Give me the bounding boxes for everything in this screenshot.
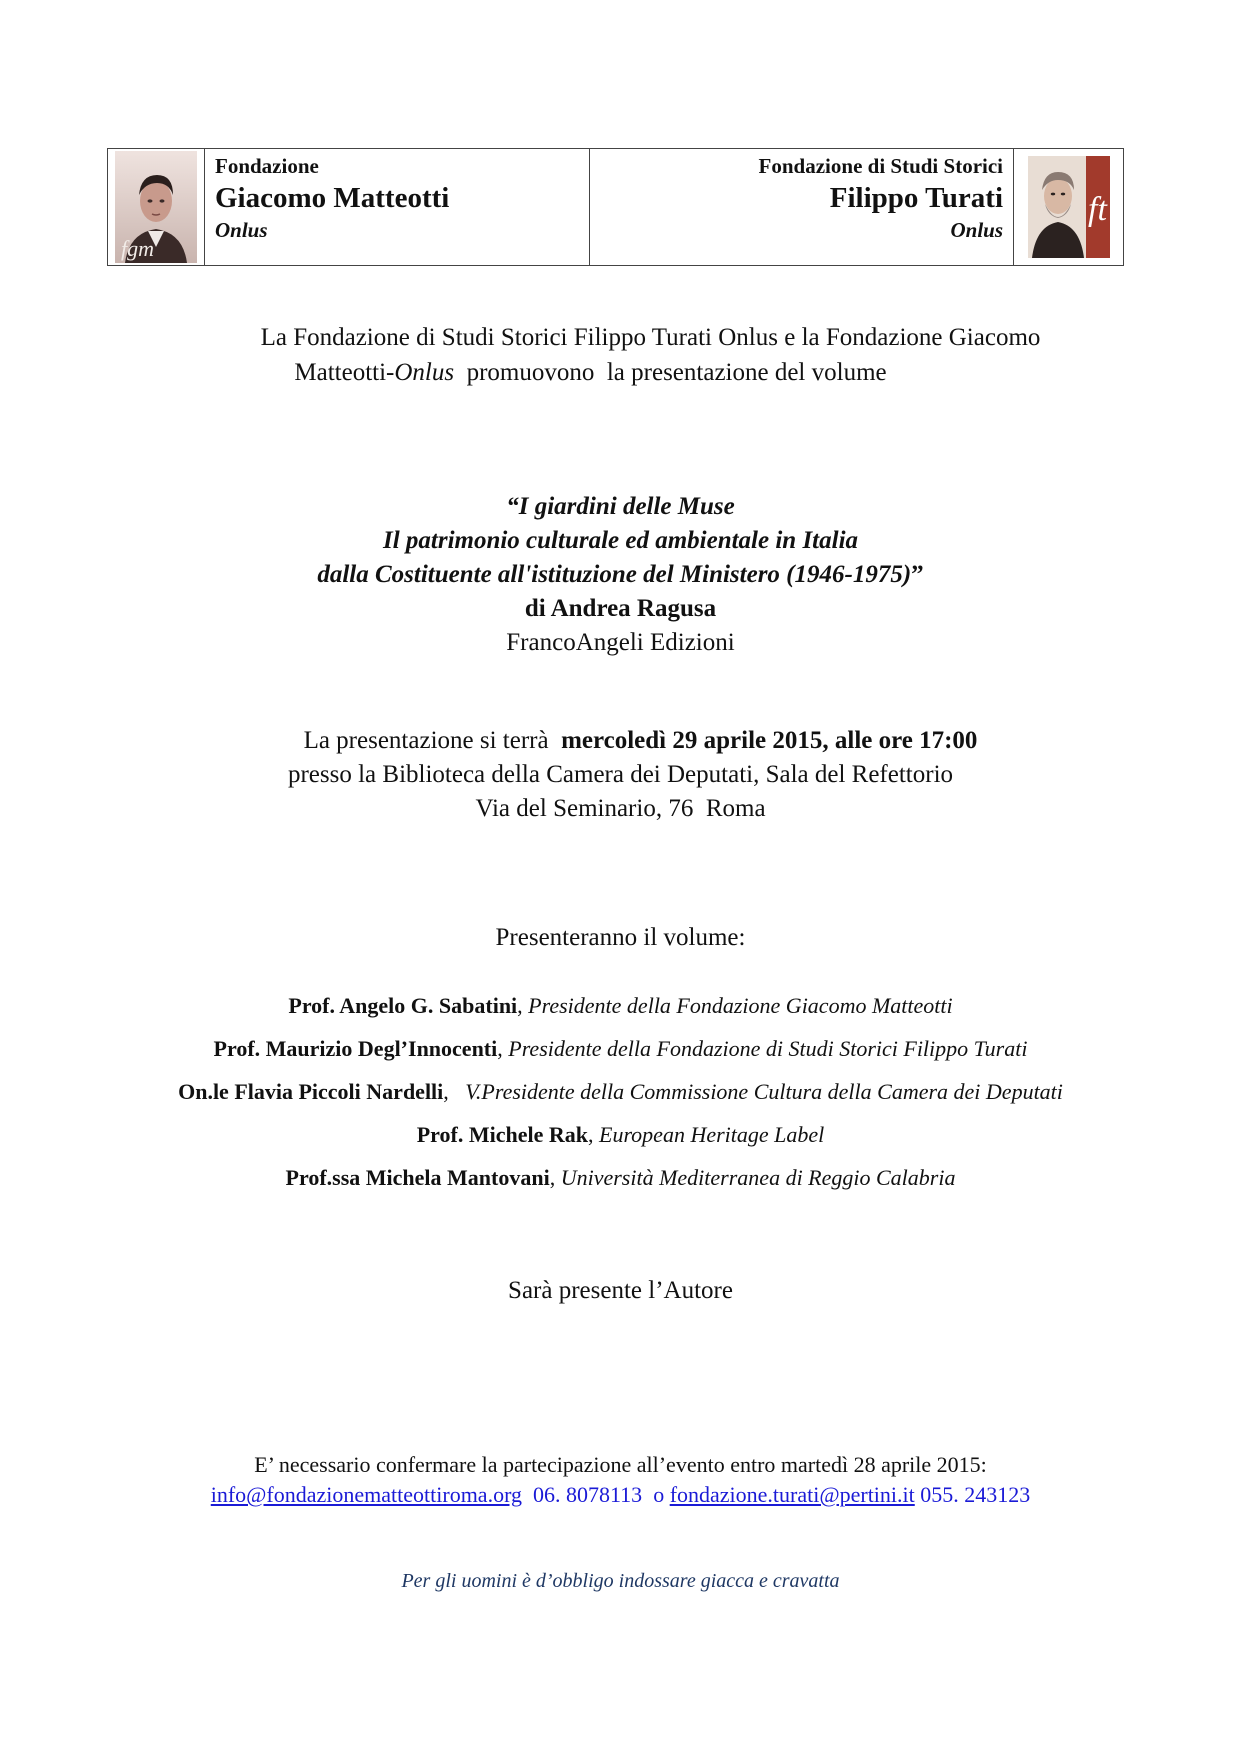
speaker-name: On.le Flavia Piccoli Nardelli (178, 1079, 444, 1104)
svg-text:fgm: fgm (121, 236, 154, 261)
book-title-line-2: Il patrimonio culturale ed ambientale in Italia (382, 527, 859, 554)
intro-line-2-end: promuovono la presentazione del volume (454, 359, 887, 386)
book-author: di Andrea Ragusa (524, 595, 717, 622)
book-title-line-1: “I giardini delle Muse (506, 493, 735, 520)
speaker-sep: , (549, 1165, 561, 1190)
matteotti-portrait (108, 149, 205, 265)
speaker-sep: , (517, 993, 529, 1018)
phone-matteotti: 06. 8078113 (522, 1482, 654, 1507)
matteotti-onlus: Onlus (215, 218, 268, 242)
speaker-name: Prof. Michele Rak (416, 1122, 588, 1147)
intro-line-2-start: Matteotti- (294, 359, 395, 386)
intro-paragraph (0, 320, 1241, 390)
header-table (107, 148, 1124, 266)
intro-line-2 (0, 355, 1241, 390)
speaker-row (0, 1070, 1241, 1113)
speaker-sep: , (588, 1122, 599, 1147)
speaker-role: Presidente della Fondazione di Studi Storici Filippo Turati (508, 1036, 1028, 1061)
speaker-role: V.Presidente della Commissione Cultura della Camera dei Deputati (465, 1079, 1063, 1104)
email-link-matteotti[interactable]: info@fondazionematteottiroma.org (210, 1482, 522, 1507)
dress-code-note: Per gli uomini è d’obbligo indossare giacca e cravatta (401, 1570, 840, 1592)
speaker-name: Prof. Maurizio Degl’Innocenti (213, 1036, 498, 1061)
turati-foundation-block (590, 149, 1013, 265)
book-title-line-3-text: dalla Costituente all'istituzione del Ministero (1946-1975) (317, 561, 912, 588)
author-present-note: Sarà presente l’Autore (508, 1277, 733, 1304)
turati-portrait-icon (1028, 156, 1110, 258)
rsvp-text: E’ necessario confermare la partecipazione all’evento entro martedì 28 aprile 2015: (254, 1452, 987, 1477)
turati-name: Filippo Turati (829, 182, 1003, 214)
rsvp-contacts (0, 1480, 1241, 1510)
matteotti-label: Fondazione (215, 154, 319, 178)
intro-line-1: La Fondazione di Studi Storici Filippo Turati Onlus e la Fondazione Giacomo (260, 324, 1041, 351)
speaker-row (0, 984, 1241, 1027)
venue-line-1 (0, 724, 1241, 758)
matteotti-name: Giacomo Matteotti (215, 182, 450, 214)
intro-onlus: Onlus (394, 359, 455, 386)
book-title-close-quote: ” (911, 561, 924, 588)
turati-onlus: Onlus (950, 218, 1003, 242)
speaker-sep: , (443, 1079, 466, 1104)
venue-line-2: presso la Biblioteca della Camera dei Deputati, Sala del Refettorio (287, 761, 954, 788)
matteotti-portrait-icon (115, 151, 197, 263)
rsvp-block (0, 1450, 1241, 1510)
speaker-row (0, 1156, 1241, 1199)
email-link-turati[interactable]: fondazione.turati@pertini.it (669, 1482, 915, 1507)
book-title-line-3 (0, 558, 1241, 592)
event-date-time: mercoledì 29 aprile 2015, alle ore 17:00 (561, 727, 978, 754)
book-publisher: FrancoAngeli Edizioni (506, 629, 735, 656)
phone-turati: 055. 243123 (914, 1482, 1031, 1507)
presenters-heading: Presenteranno il volume: (495, 924, 746, 951)
speaker-name: Prof.ssa Michela Mantovani (285, 1165, 550, 1190)
speaker-name: Prof. Angelo G. Sabatini (288, 993, 518, 1018)
speakers-list (0, 984, 1241, 1199)
speaker-sep: , (497, 1036, 509, 1061)
turati-label: Fondazione di Studi Storici (758, 154, 1003, 178)
speaker-role: Presidente della Fondazione Giacomo Matteotti (528, 993, 953, 1018)
venue-block (0, 724, 1241, 826)
book-title-block (0, 490, 1241, 660)
speaker-row (0, 1027, 1241, 1070)
speaker-row (0, 1113, 1241, 1156)
speaker-role: Università Mediterranea di Reggio Calabria (560, 1165, 956, 1190)
speaker-role: European Heritage Label (599, 1122, 825, 1147)
svg-text:ft: ft (1087, 191, 1107, 228)
venue-address: Via del Seminario, 76 Roma (475, 795, 766, 822)
turati-portrait (1013, 149, 1123, 265)
contacts-or: o (653, 1482, 670, 1507)
venue-intro: La presentazione si terrà (303, 727, 562, 754)
matteotti-foundation-block (205, 149, 590, 265)
